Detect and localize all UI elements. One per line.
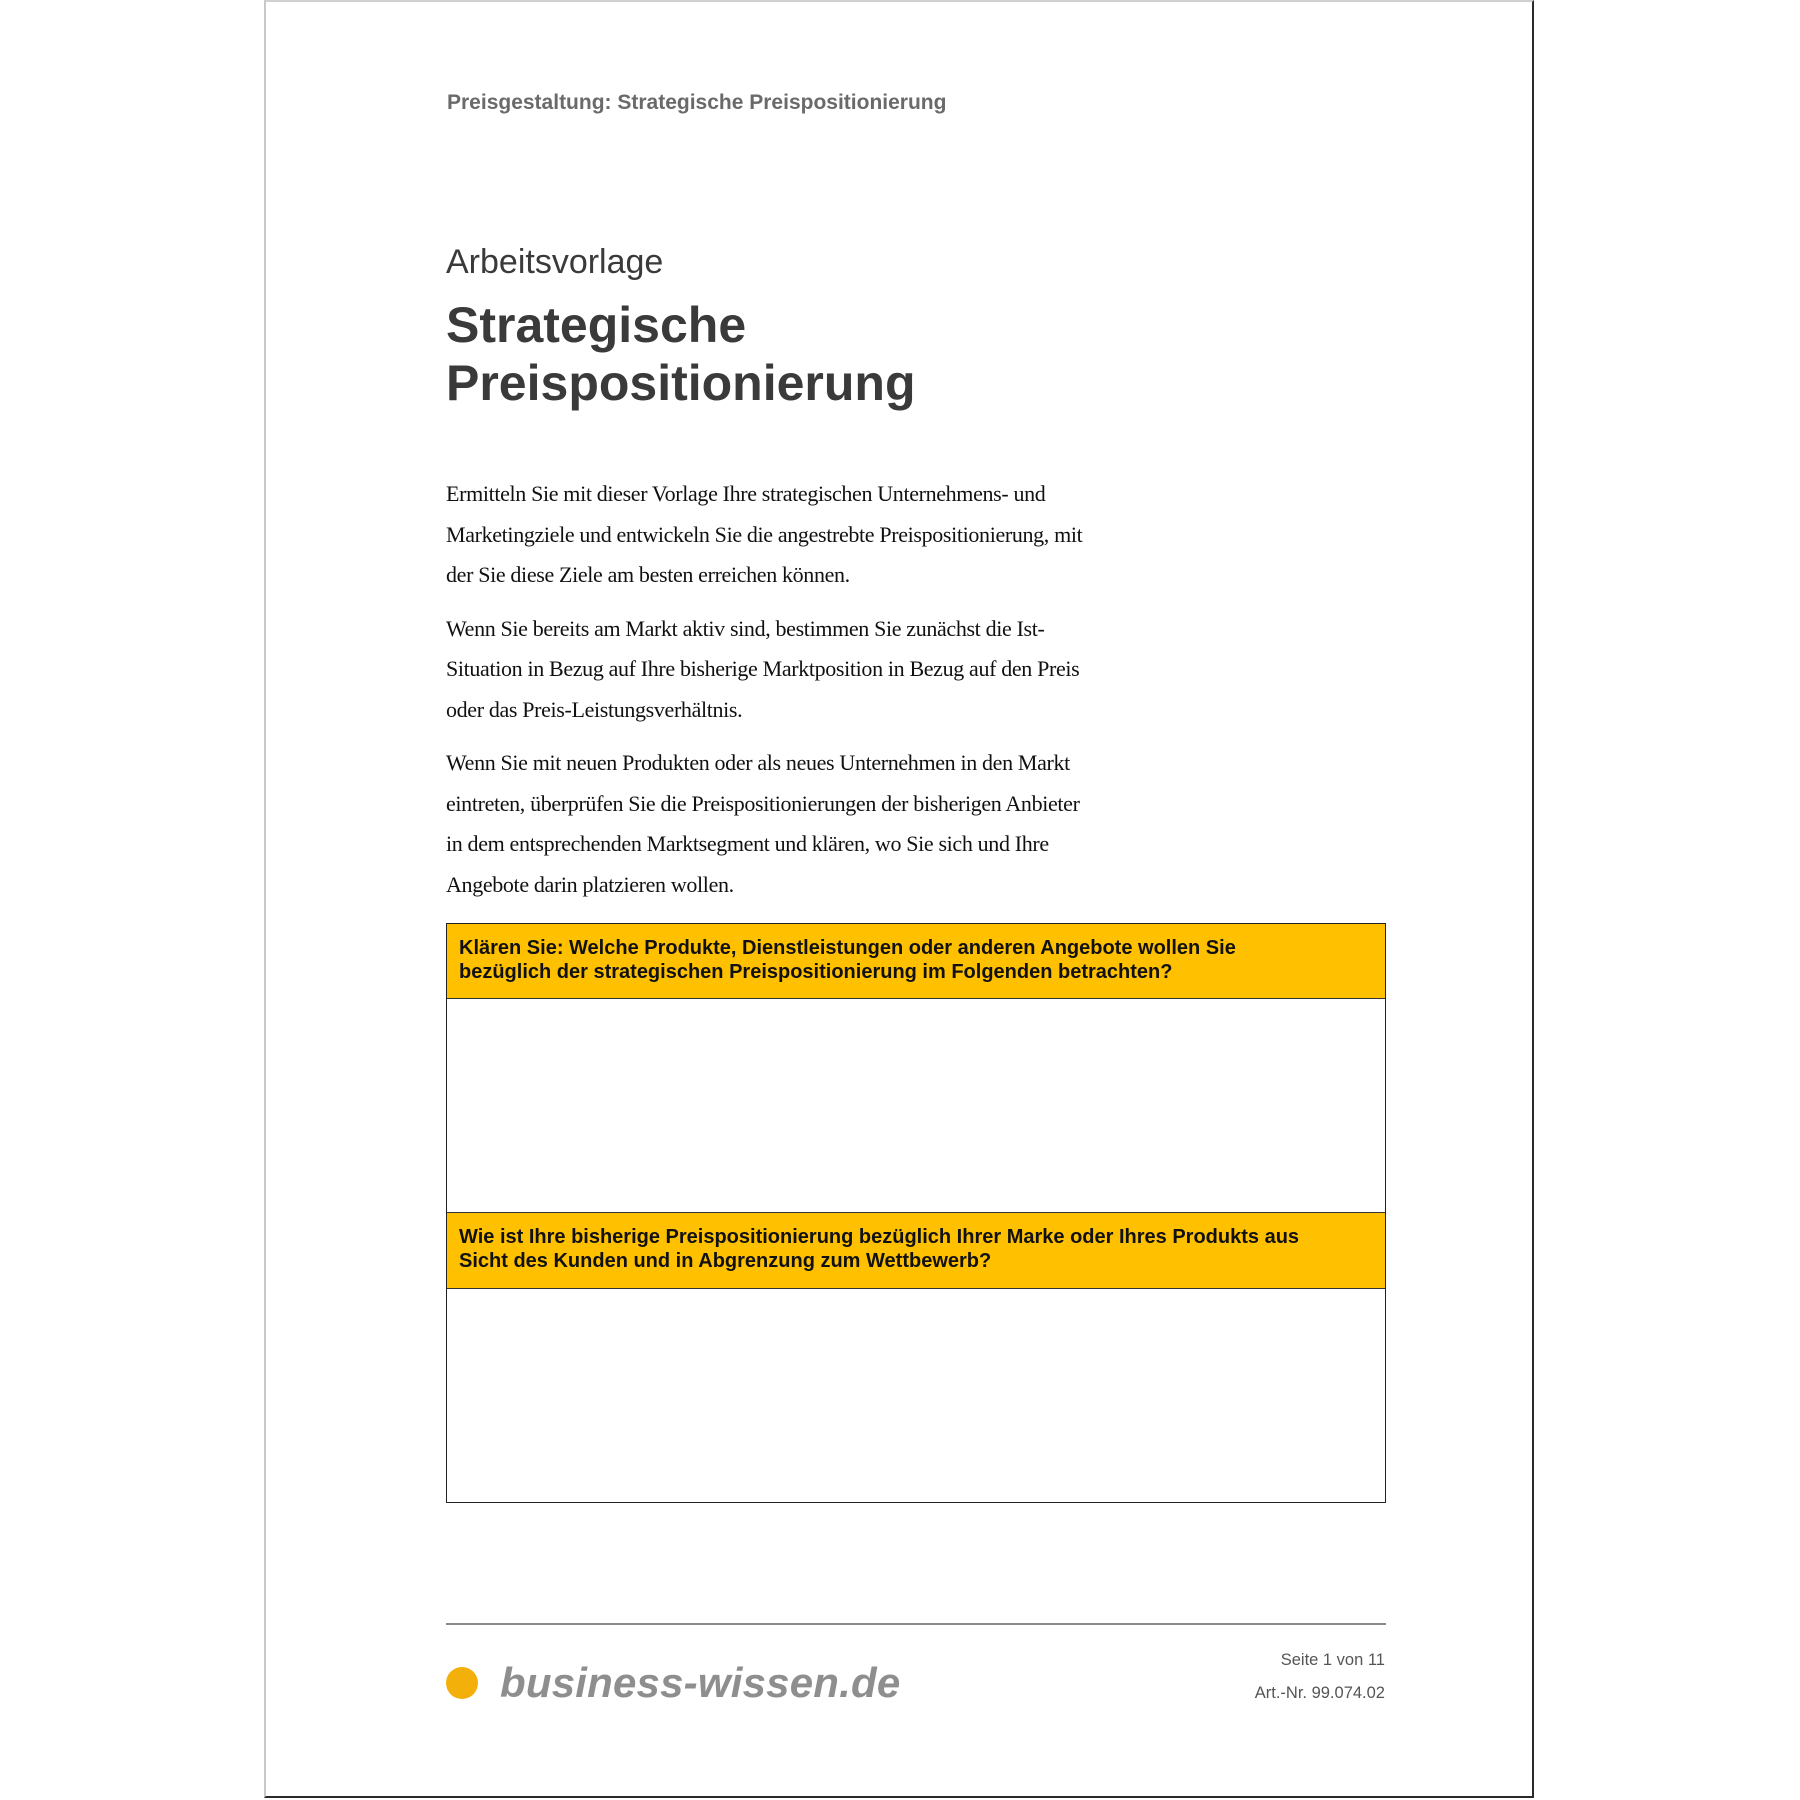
paragraph [446, 474, 1176, 596]
text-line: in dem entsprechenden Marktsegment und klären, wo Sie sich und Ihre [446, 831, 1049, 856]
question-text-line: Wie ist Ihre bisherige Preispositionierung bezüglich Ihrer Marke oder Ihres Produkts aus [459, 1226, 1300, 1248]
question-table [446, 923, 1386, 1503]
question-text-line: Klären Sie: Welche Produkte, Dienstleistungen oder anderen Angebote wollen Sie [459, 937, 1236, 959]
text-line: der Sie diese Ziele am besten erreichen können. [446, 562, 850, 587]
paragraph [446, 743, 1176, 905]
paragraph [446, 609, 1176, 731]
text-line: Marketingziele und entwickeln Sie die angestrebte Preispositionierung, mit [446, 521, 1083, 547]
answer-field-1[interactable] [447, 999, 1385, 1212]
orange-dot-icon [446, 1667, 478, 1699]
text-line: Ermitteln Sie mit dieser Vorlage Ihre strategischen Unternehmens- und [446, 481, 1046, 506]
text-line: eintreten, überprüfen Sie die Preispositionierungen der bisherigen Anbieter [446, 790, 1080, 816]
footer-divider [446, 1623, 1386, 1625]
text-line: Wenn Sie mit neuen Produkten oder als neues Unternehmen in den Markt [446, 750, 1070, 775]
title-line: Strategische [446, 297, 747, 353]
text-line: oder das Preis-Leistungsverhältnis. [446, 696, 743, 722]
question-text-line: Sicht des Kunden und in Abgrenzung zum Wettbewerb? [459, 1250, 992, 1272]
document-kicker: Arbeitsvorlage [446, 243, 664, 281]
page-number: Seite 1 von 11 [1280, 1651, 1385, 1669]
article-number: Art.-Nr. 99.074.02 [1254, 1684, 1385, 1702]
intro-text [446, 474, 1176, 918]
answer-field-2[interactable] [447, 1289, 1385, 1501]
text-line: Angebote darin platzieren wollen. [446, 871, 734, 897]
text-line: Situation in Bezug auf Ihre bisherige Marktposition in Bezug auf den Preis [446, 656, 1080, 681]
question-header-1 [447, 924, 1385, 999]
running-header: Preisgestaltung: Strategische Preispositionierung [447, 91, 947, 114]
document-title [446, 296, 916, 412]
text-line: Wenn Sie bereits am Markt aktiv sind, bestimmen Sie zunächst die Ist- [446, 615, 1045, 641]
title-line: Preispositionierung [446, 355, 916, 411]
question-header-2 [447, 1212, 1385, 1289]
question-text-line: bezüglich der strategischen Preispositionierung im Folgenden betrachten? [459, 961, 1173, 983]
brand-logo-text: business-wissen.de [500, 1659, 901, 1706]
